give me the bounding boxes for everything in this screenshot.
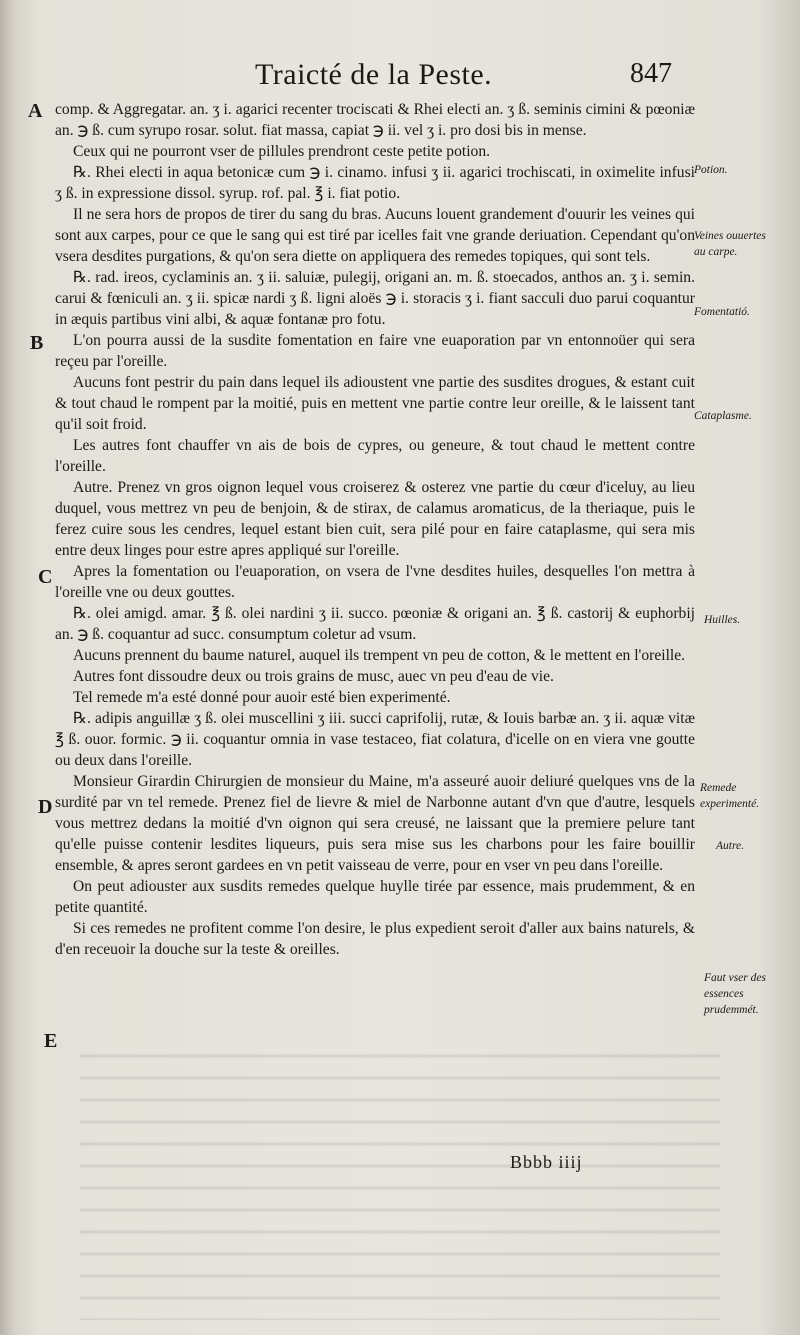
gloss-autre: Autre. (716, 840, 744, 852)
gloss-huilles: Huilles. (704, 614, 741, 626)
paragraph: ℞. olei amigd. amar. ℥ ß. olei nardini ʒ ii. succo. pœoniæ & origani an. ℥ ß. castorij & euphorbij an. ℈ ß. coquantur ad succ. consumptum coletur ad vsum. (55, 605, 695, 643)
paragraph: Autre. Prenez vn gros oignon lequel vous croiserez & osterez vne partie du cœur d'iceluy, au lieu duquel, vous mettrez vn peu de benjoin, & de stirax, de calamus aromaticus, de la theriaque, puis le ferez cuire sous les cendres, lequel estant bien cuit, sera pilé pour en faire cataplasme, qui sera mis entre deux linges pour estre apres appliqué sur l'oreille. (55, 479, 695, 559)
gloss-fomentation: Fomentatió. (694, 306, 750, 318)
paragraph: Ceux qui ne pourront vser de pillules prendront ceste petite potion. (73, 143, 491, 160)
paragraph: Aucuns font pestrir du pain dans lequel ils adioustent vne partie des susdites drogues, & estant cuit & tout chaud le rompent par la moitié, puis en mettent vne partie contre leur oreille, & le laissent tant qu'il soit froid. (55, 374, 695, 433)
main-text (55, 99, 695, 960)
gloss-veines: Veines ouuertes au carpe. (694, 230, 766, 258)
running-title: Traicté de la Peste. (255, 58, 493, 91)
bleed-through-text (80, 1040, 720, 1320)
paragraph: Apres la fomentation ou l'euaporation, on vsera de l'vne desdites huiles, desquelles l'on mettra à l'oreille vne ou deux gouttes. (55, 563, 695, 601)
page-header (0, 58, 800, 98)
margin-letter-d: D (38, 796, 53, 818)
paragraph: Les autres font chauffer vn ais de bois de cypres, ou geneure, & tout chaud le mettent contre l'oreille. (55, 437, 695, 475)
paragraph: Tel remede m'a esté donné pour auoir esté bien experimenté. (73, 689, 451, 706)
paragraph: Si ces remedes ne profitent comme l'on desire, le plus expedient seroit d'aller aux bains naturels, & d'en receuoir la douche sur la teste & oreilles. (55, 920, 695, 958)
paragraph: Monsieur Girardin Chirurgien de monsieur du Maine, m'a asseuré auoir deliuré quelques vns de la surdité par vn tel remede. Prenez fiel de lievre & miel de Narbonne autant d'vn que d'autre, lesquels vous mettrez dedans la moitié d'vn oignon qui sera creusé, ne laissant que la premiere pelure tant qu'elle puisse contenir lesdites liqueurs, puis sera mise sus les charbons pour les faire bouillir ensemble, & apres seront gardees en vn petit vaisseau de verre, pour en vser vn peu dans l'oreille. (55, 773, 695, 874)
gloss-remede-experimente: Remede experimenté. (700, 782, 760, 810)
paragraph: L'on pourra aussi de la susdite fomentation en faire vne euaporation par vn entonnoüer qui sera reçeu par l'oreille. (55, 332, 695, 370)
margin-letter-c: C (38, 566, 53, 588)
paragraph: ℞. adipis anguillæ ʒ ß. olei muscellini ʒ iii. succi caprifolij, rutæ, & Iouis barbæ an. ʒ ii. aquæ vitæ ℥ ß. ouor. formic. ℈ ii. coquantur omnia in vase testaceo, fiat colatura, d'icelle on en viera vne goutte ou deux dans l'oreille. (55, 710, 695, 769)
gloss-cataplasme: Cataplasme. (694, 410, 752, 422)
paragraph: Aucuns prennent du baume naturel, auquel ils trempent vn peu de cotton, & le mettent en l'oreille. (73, 647, 686, 664)
paragraph: comp. & Aggregatar. an. ʒ i. agarici recenter trociscati & Rhei electi an. ʒ ß. seminis cimini & pœoniæ an. ℈ ß. cum syrupo rosar. solut. fiat massa, capiat ℈ ii. vel ʒ i. pro dosi bis in mense. (55, 101, 695, 139)
margin-letter-b: B (30, 332, 44, 354)
signature-mark: Bbbb iiij (510, 1152, 583, 1172)
paragraph: On peut adiouster aux susdits remedes quelque huylle tirée par essence, mais prudemment, & en petite quantité. (55, 878, 695, 916)
margin-letter-e: E (44, 1030, 58, 1052)
margin-letter-a: A (28, 100, 43, 122)
paragraph: ℞. Rhei electi in aqua betonicæ cum ℈ i. cinamo. infusi ʒ ii. agarici trochiscati, in oximelite infusi ʒ ß. in expressione dissol. syrup. rof. pal. ℥ i. fiat potio. (55, 164, 695, 202)
page-number: 847 (630, 58, 672, 89)
gloss-potion: Potion. (694, 164, 728, 176)
paragraph: ℞. rad. ireos, cyclaminis an. ʒ ii. saluiæ, pulegij, origani an. m. ß. stoecados, anthos an. ʒ i. semin. carui & fœniculi an. ʒ ii. spicæ nardi ʒ ß. ligni aloës ℈ i. storacis ʒ i. fiant sacculi duo parui coquantur in æquis partibus vini albi, & aquæ fontanæ pro fotu. (55, 269, 695, 328)
paragraph: Il ne sera hors de propos de tirer du sang du bras. Aucuns louent grandement d'ouurir les veines qui sont aux carpes, pour ce que le sang qui est tiré par icelles fait vne grande deriuation. Cependant qu'on vsera desdites purgations, & qu'on sera diette on appliquera des remedes topiques, qui sont tels. (55, 206, 695, 265)
gloss-essences: Faut vser des essences prudemmét. (704, 972, 766, 1016)
paragraph: Autres font dissoudre deux ou trois grains de musc, auec vn peu d'eau de vie. (73, 668, 554, 685)
